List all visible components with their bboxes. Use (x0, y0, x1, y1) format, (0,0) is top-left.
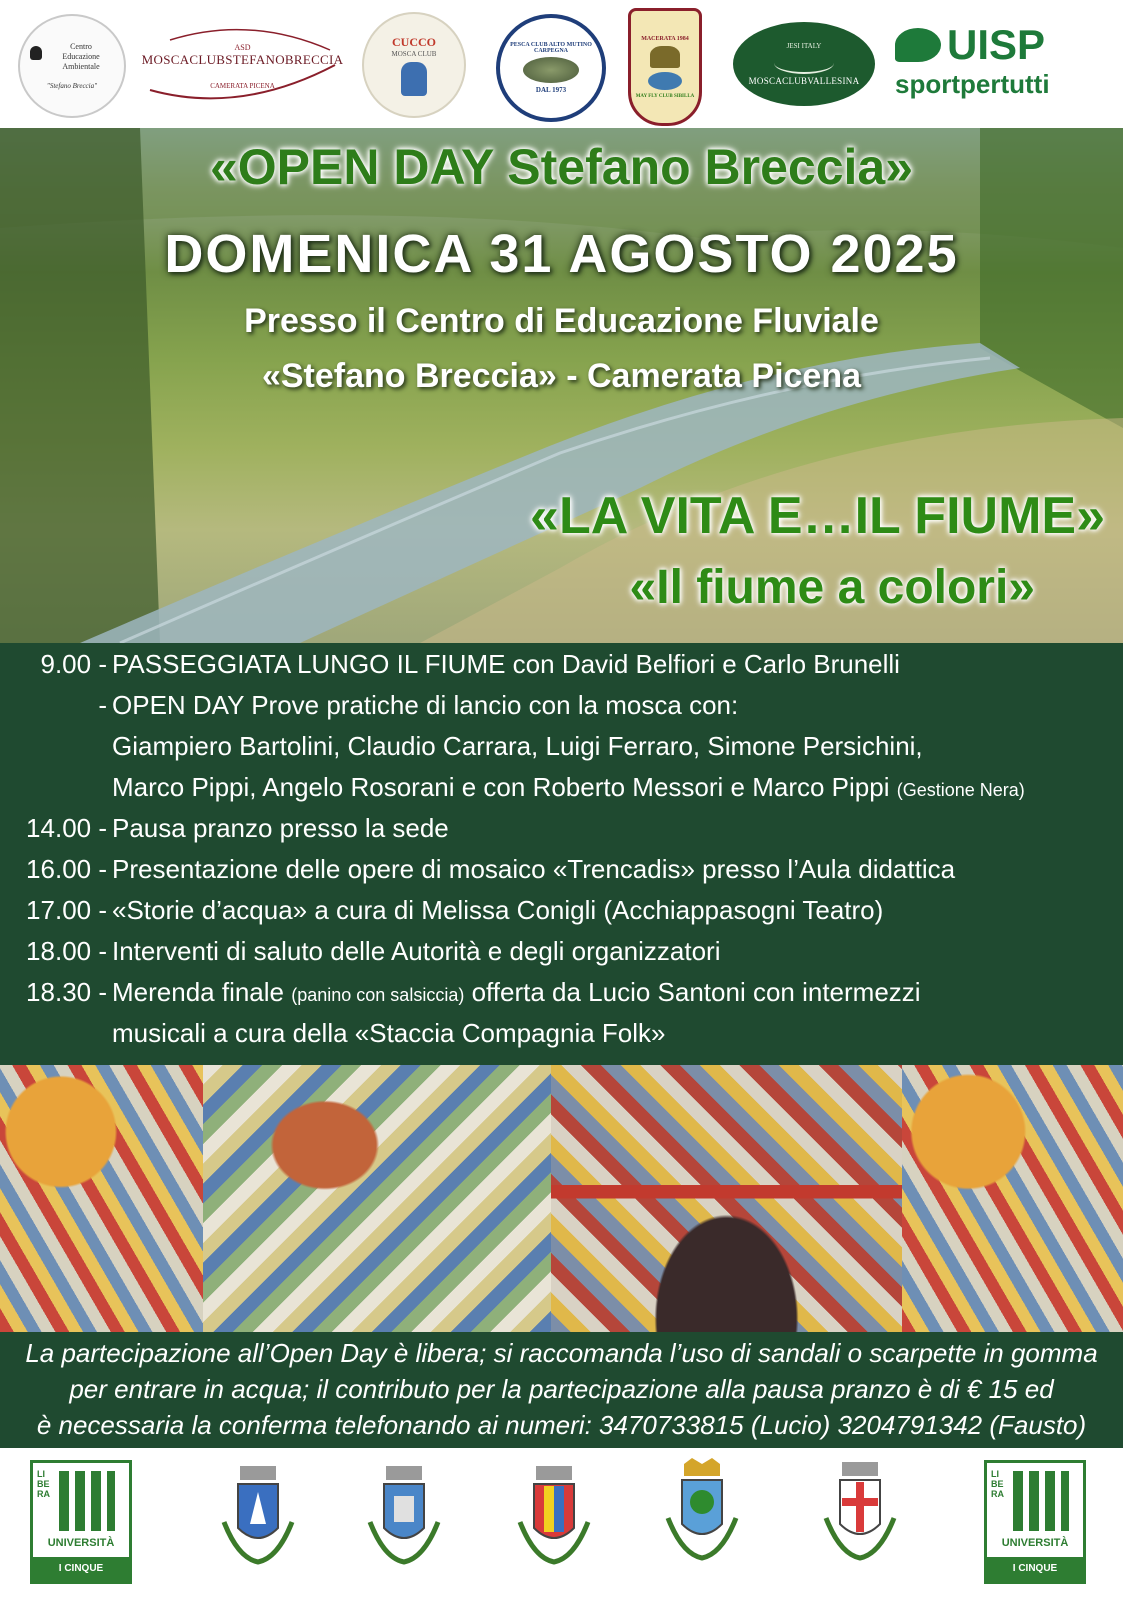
programme-text-after: offerta da Lucio Santoni con intermezzi (471, 977, 921, 1007)
note-line-3: è necessaria la conferma telefonando ai numeri: 3470733815 (Lucio) 3204791342 (Fausto) (36, 1410, 1087, 1440)
theme-title: «LA VITA E…IL FIUME» (530, 487, 1105, 545)
fish-icon (648, 72, 682, 90)
pesca-club-alto-mutino-logo (496, 14, 606, 122)
castle-icon (59, 1471, 115, 1531)
programme-time: 16.00 - (26, 854, 107, 884)
moscaclub-top: ASD (234, 42, 251, 52)
cea-line-3: Ambientale (62, 62, 100, 71)
crest-icon (820, 1458, 900, 1562)
note-line-1: La partecipazione all’Open Day è libera; si raccomanda l’uso di sandali o scarpette in gomma (25, 1338, 1098, 1368)
programme-text: PASSEGGIATA LUNGO IL FIUME con David Belfiori e Carlo Brunelli (112, 649, 900, 679)
mayfly-icon (650, 46, 680, 68)
programme-text: Pausa pranzo presso la sede (112, 813, 449, 843)
programme-text-wrap (112, 772, 1025, 803)
fly-rod-icon (774, 52, 834, 74)
mosaic-river (551, 1065, 902, 1332)
programme-text: Giampiero Bartolini, Claudio Carrara, Luigi Ferraro, Simone Persichini, (112, 731, 923, 761)
cea-line-1: Centro (70, 42, 92, 51)
cea-line-4: "Stefano Breccia" (46, 82, 98, 90)
programme-time: 18.30 - (26, 977, 107, 1007)
crest-icon (514, 1462, 594, 1566)
moscaclub-stefano-breccia-logo (140, 20, 345, 112)
swoosh-icon (140, 20, 345, 112)
libera-uni: UNIVERSITÀ (1001, 1537, 1069, 1549)
municipal-crest-2 (364, 1462, 444, 1566)
trencadis-mosaic-band (0, 1065, 1123, 1332)
programme-text: musicali a cura della «Staccia Compagnia Folk» (112, 1018, 666, 1048)
programme-time: 17.00 - (26, 895, 107, 925)
uisp-name: UISP (947, 20, 1046, 68)
pesca-club-ring-text: PESCA CLUB ALTO MUTINO CARPEGNA (510, 42, 592, 54)
programme-time: - (98, 690, 107, 720)
programme-note: (Gestione Nera) (896, 780, 1025, 800)
cucco-mosca-club-logo (362, 12, 466, 118)
libera-word: LIBERA (991, 1469, 1004, 1499)
may-fly-club-sibilla-logo (628, 8, 702, 126)
programme-time: 18.00 - (26, 936, 107, 966)
programme-panel (0, 643, 1123, 1065)
mosaic-sun-right (902, 1065, 1123, 1332)
crest-icon (364, 1462, 444, 1566)
sponsor-logo-bar (0, 0, 1123, 128)
programme-time: 9.00 - (40, 649, 107, 679)
cucco-sub: MOSCA CLUB (391, 49, 437, 58)
libera-word: LIBERA (37, 1469, 50, 1499)
pesca-club-year: DAL 1973 (535, 86, 567, 94)
mosaic-fish (203, 1065, 551, 1332)
castle-icon (1013, 1471, 1069, 1531)
municipal-crest-5 (820, 1458, 900, 1562)
fisherman-icon (401, 62, 427, 96)
vallesina-top: JESI ITALY (786, 42, 822, 50)
programme-note: (panino con salsiccia) (291, 985, 465, 1005)
programme-text: Interventi di saluto delle Autorità e degli organizzatori (112, 936, 721, 966)
municipality-logo-bar (0, 1448, 1123, 1598)
cucco-name: CUCCO (392, 34, 436, 49)
moscaclub-sub: CAMERATA PICENA (210, 81, 275, 90)
libera-universita-logo-right (984, 1460, 1086, 1598)
mosaic-sun-left (0, 1065, 203, 1332)
libera-bar: I CINQUE CASTELLI (987, 1557, 1083, 1581)
uisp-logo (895, 14, 1105, 106)
programme-time: 14.00 - (26, 813, 107, 843)
theme-subtitle: «Il fiume a colori» (629, 561, 1035, 614)
venue-line-2: «Stefano Breccia» - Camerata Picena (261, 357, 862, 395)
event-title: «OPEN DAY Stefano Breccia» (209, 139, 914, 195)
trout-icon (523, 57, 579, 83)
programme-text-wrap (112, 977, 921, 1008)
uisp-sub: sportpertutti (895, 68, 1050, 99)
moscaclub-vallesina-logo (733, 22, 875, 106)
participation-note (0, 1332, 1123, 1448)
programme-text: Marco Pippi, Angelo Rosorani e con Roberto Messori e Marco Pippi (112, 772, 890, 802)
vallesina-name: MOSCACLUBVALLESINA (748, 76, 860, 86)
libera-bar: I CINQUE CASTELLI (33, 1557, 129, 1581)
programme-text: «Storie d’acqua» a cura di Melissa Conigli (Acchiappasogni Teatro) (112, 895, 884, 925)
moscaclub-name: MOSCACLUBSTEFANOBRECCIA (141, 51, 344, 67)
municipal-crest-4 (662, 1458, 742, 1562)
note-line-2: per entrare in acqua; il contributo per la partecipazione alla pausa pranzo è di € 15 ed (69, 1374, 1054, 1404)
crest-icon (662, 1458, 742, 1562)
may-fly-ring-top: MACERATA 1984 (641, 35, 689, 42)
libera-uni: UNIVERSITÀ (47, 1537, 115, 1549)
venue-line-1: Presso il Centro di Educazione Fluviale (244, 302, 879, 340)
programme-text: Presentazione delle opere di mosaico «Trencadis» presso l’Aula didattica (112, 854, 956, 884)
programme-text: OPEN DAY Prove pratiche di lancio con la mosca con: (112, 690, 739, 720)
crest-icon (218, 1462, 298, 1566)
panda-icon (30, 46, 42, 60)
uisp-runner-icon (895, 28, 941, 62)
municipal-crest-1 (218, 1462, 298, 1566)
libera-universita-logo-left (30, 1460, 132, 1598)
cea-line-2: Educazione (62, 52, 100, 61)
municipal-crest-3 (514, 1462, 594, 1566)
cea-logo (18, 14, 126, 118)
event-date: DOMENICA 31 AGOSTO 2025 (164, 224, 959, 284)
programme-text: Merenda finale (112, 977, 284, 1007)
may-fly-ring-bottom: MAY FLY CLUB SIBILLA (635, 93, 695, 99)
